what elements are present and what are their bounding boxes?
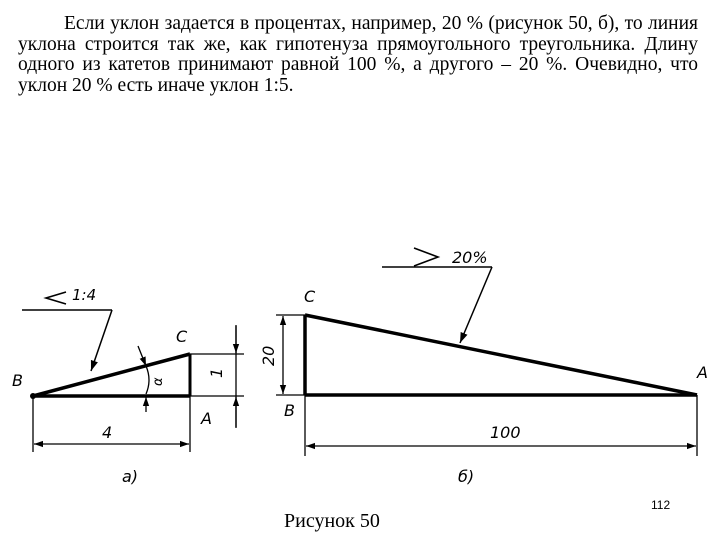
fig-a-label-c: C [176, 327, 188, 346]
fig-a-length-label: 4 [102, 423, 113, 442]
body-paragraph: Если уклон задается в процентах, например, 20 % (рисунок 50, б), то линия уклона строится так же, как гипотенуза прямоугольного треугольника. Длину одного из катетов принимают равной 100 %, а другого – 20 %. Очевидно, что уклон 20 % есть иначе уклон 1:5. [18, 13, 698, 96]
fig-b-slope-line [305, 315, 697, 395]
fig-a-slope-sign [46, 292, 66, 304]
fig-a-label-a: A [201, 409, 212, 428]
fig-a-label-b: B [12, 371, 23, 390]
figure-b [259, 248, 708, 486]
fig-b-label-a: A [697, 363, 708, 382]
fig-a-angle-label: α [151, 377, 166, 386]
fig-a-height-label: 1 [207, 367, 226, 378]
fig-b-label-b: B [284, 401, 295, 420]
figure-a [12, 286, 244, 486]
fig-b-label-c: C [304, 287, 316, 306]
fig-a-sub-label: а) [122, 467, 139, 486]
fig-b-length-label: 100 [490, 423, 521, 442]
fig-b-sub-label: б) [458, 467, 475, 486]
page-number: 112 [651, 498, 671, 512]
fig-a-leader-arrow [91, 310, 112, 371]
fig-b-slope-sign [414, 248, 438, 266]
fig-b-slope-label: 20% [452, 248, 488, 267]
fig-a-angle-arrow-top [138, 346, 146, 366]
fig-b-height-label: 20 [259, 345, 278, 366]
fig-b-leader-arrow [460, 267, 492, 343]
fig-a-slope-line [33, 354, 190, 396]
fig-a-slope-label: 1:4 [72, 286, 97, 304]
figure-caption: Рисунок 50 [284, 510, 380, 532]
fig-a-angle-arc [146, 366, 149, 394]
